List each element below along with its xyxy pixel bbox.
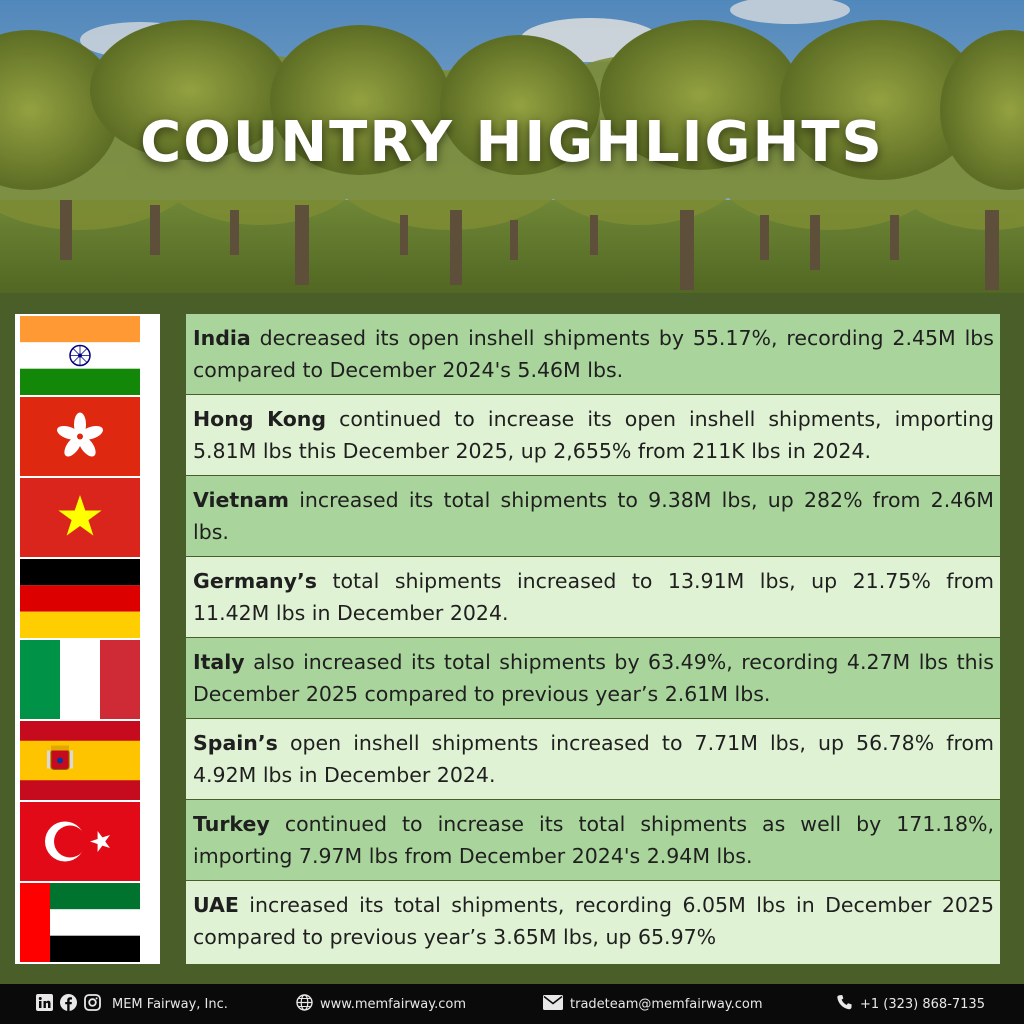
footer-email[interactable] — [543, 984, 763, 1024]
spain-flag-icon — [20, 721, 140, 800]
footer-website[interactable] — [296, 984, 466, 1024]
country-name: Turkey — [193, 812, 270, 836]
country-name: Germany’s — [193, 569, 317, 593]
highlight-text: increased its total shipments, recording 6.05M lbs in December 2025 compared to previous year’s 3.65M lbs, up 65.97% — [193, 893, 994, 949]
envelope-icon — [543, 995, 563, 1014]
company-name: MEM Fairway, Inc. — [112, 996, 228, 1012]
flags-column — [15, 314, 160, 964]
highlight-text: continued to increase its total shipments as well by 171.18%, importing 7.97M lbs from December 2024's 2.94M lbs. — [193, 812, 994, 868]
list-item — [186, 719, 1000, 799]
phone-icon — [836, 994, 853, 1015]
highlight-text: continued to increase its open inshell shipments, importing 5.81M lbs this December 2025, up 2,655% from 211K lbs in 2024. — [193, 407, 994, 463]
footer-phone[interactable] — [836, 984, 985, 1024]
vietnam-flag-icon — [20, 478, 140, 557]
list-item — [186, 314, 1000, 394]
hong-kong-flag-icon — [20, 397, 140, 476]
footer — [0, 984, 1024, 1024]
email-link[interactable]: tradeteam@memfairway.com — [570, 996, 763, 1012]
facebook-icon[interactable] — [60, 994, 77, 1015]
phone-number[interactable]: +1 (323) 868-7135 — [860, 996, 985, 1012]
turkey-flag-icon — [20, 802, 140, 881]
country-name: UAE — [193, 893, 239, 917]
highlight-text: decreased its open inshell shipments by 55.17%, recording 2.45M lbs compared to December 2024's 5.46M lbs. — [193, 326, 994, 382]
website-link[interactable]: www.memfairway.com — [320, 996, 466, 1012]
uae-flag-icon — [20, 883, 140, 962]
highlight-text: also increased its total shipments by 63.49%, recording 4.27M lbs this December 2025 compared to previous year’s 2.61M lbs. — [193, 650, 994, 706]
country-name: India — [193, 326, 251, 350]
italy-flag-icon — [20, 640, 140, 719]
germany-flag-icon — [20, 559, 140, 638]
highlight-text: open inshell shipments increased to 7.71M lbs, up 56.78% from 4.92M lbs in December 2024. — [193, 731, 994, 787]
instagram-icon[interactable] — [84, 994, 101, 1015]
country-name: Vietnam — [193, 488, 290, 512]
globe-icon — [296, 994, 313, 1015]
page-title: COUNTRY HIGHLIGHTS — [140, 110, 884, 175]
country-name: Spain’s — [193, 731, 278, 755]
hero-banner — [0, 0, 1024, 293]
footer-company — [36, 984, 228, 1024]
highlight-text: increased its total shipments to 9.38M lbs, up 282% from 2.46M lbs. — [193, 488, 994, 544]
highlights-list — [186, 314, 1000, 964]
list-item — [186, 395, 1000, 475]
list-item — [186, 800, 1000, 880]
highlight-text: total shipments increased to 13.91M lbs, up 21.75% from 11.42M lbs in December 2024. — [193, 569, 994, 625]
list-item — [186, 638, 1000, 718]
country-name: Italy — [193, 650, 245, 674]
country-name: Hong Kong — [193, 407, 327, 431]
linkedin-icon[interactable] — [36, 994, 53, 1015]
list-item — [186, 557, 1000, 637]
list-item — [186, 881, 1000, 964]
india-flag-icon — [20, 316, 140, 395]
list-item — [186, 476, 1000, 556]
